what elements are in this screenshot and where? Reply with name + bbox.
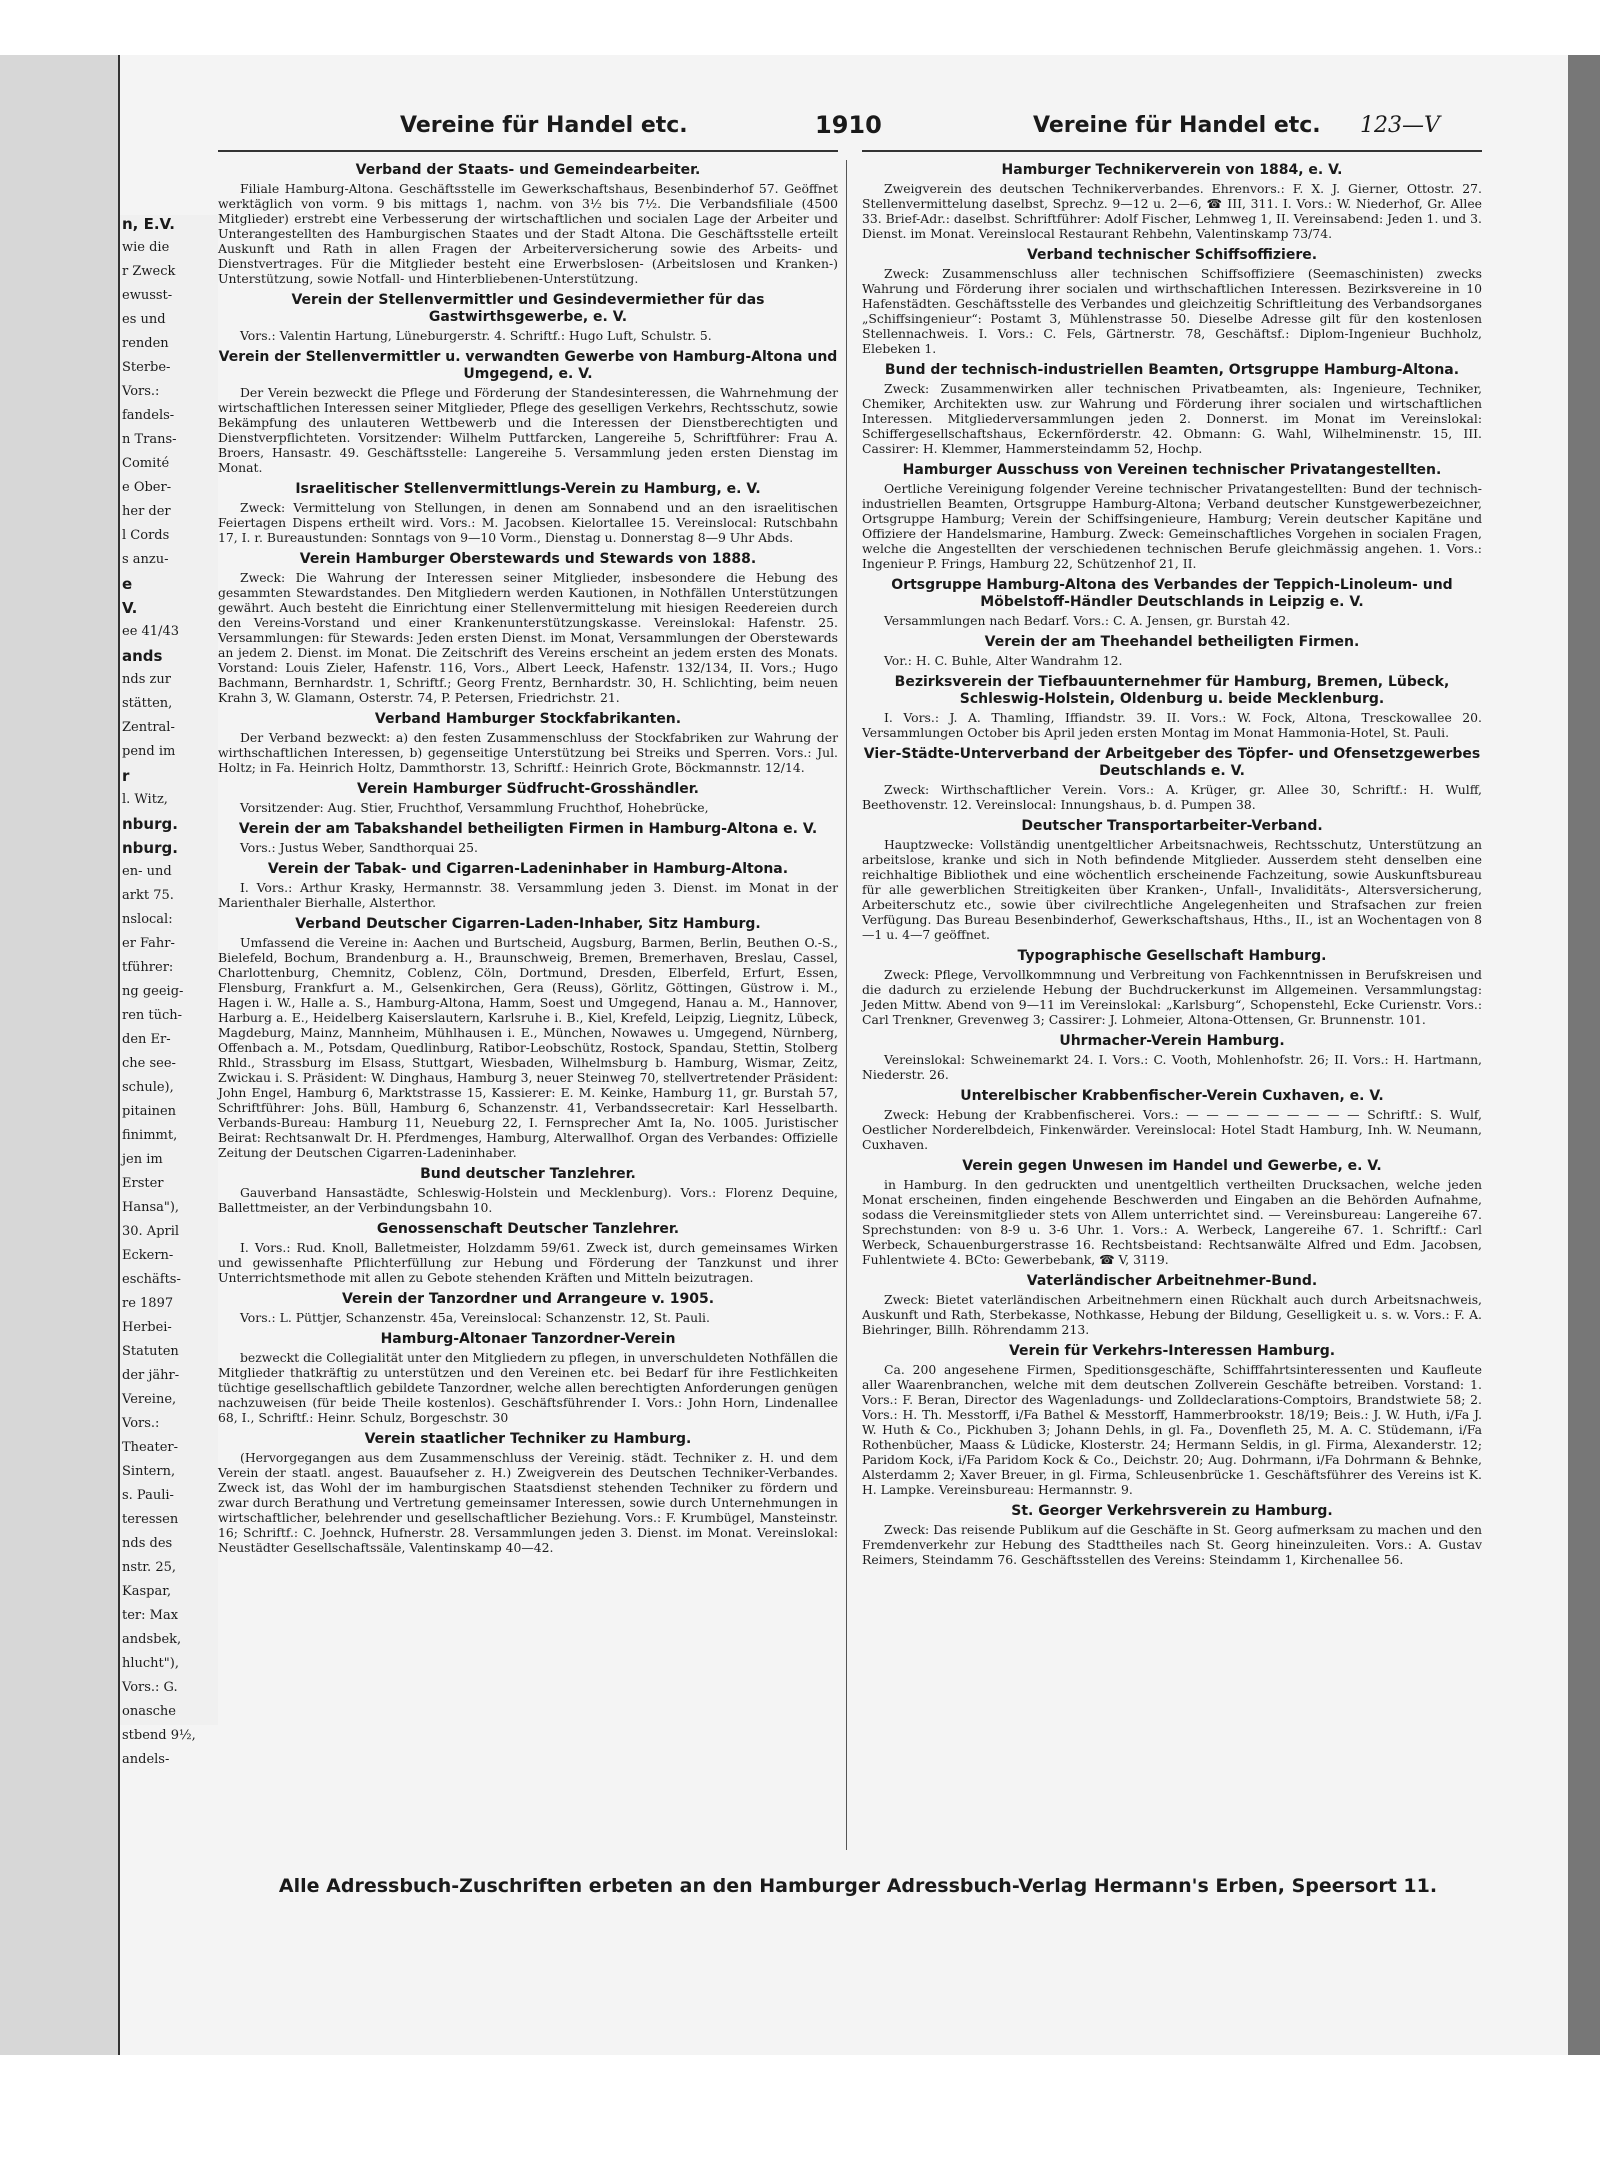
association-title: Verein der Stellenvermittler u. verwandten Gewerbe von Hamburg-Altona und Umgegend, e. V. (218, 349, 838, 382)
association-title: Verband der Staats- und Gemeindearbeiter. (355, 162, 701, 178)
margin-fragment: jen im (122, 1152, 163, 1167)
margin-fragment: eschäfts- (122, 1272, 181, 1287)
association-title: Verein der Tanzordner und Arrangeure v. 1905. (341, 1291, 715, 1307)
association-description: I. Vors.: J. A. Thamling, Iffiandstr. 39. II. Vors.: W. Fock, Altona, Tresckowallee 20. Versammlungen October bis April jeden ersten Montag im Monat Hammonia-Hotel, St. Pauli. (862, 710, 1482, 740)
margin-fragment: Vereine, (122, 1392, 177, 1407)
association-title: Verband Hamburger Stockfabrikanten. (374, 711, 682, 727)
footer-publisher-notice: Alle Adressbuch-Zuschriften erbeten an den Hamburger Adressbuch-Verlag Hermann's Erben, Speersort 11. (278, 1875, 1438, 1897)
margin-fragment: hlucht"), (122, 1656, 179, 1671)
margin-fragment: Vors.: (122, 384, 160, 399)
association-entry (862, 1088, 1482, 1152)
margin-fragment: onasche (122, 1704, 176, 1719)
margin-fragment: e (122, 575, 133, 593)
association-description: in Hamburg. In den gedruckten und unentgeltlich vertheilten Drucksachen, welche jeden Monat erscheinen, finden eingehende Beschwerden und Eingaben an die Behörden Aufnahme, sodass die Vereinsmitglieder stets von Allem unterrichtet sind. — Vereinsbureau: Langereihe 67. Sprechstunden: von 8-9 u. 3-6 Uhr. 1. Vors.: A. Werbeck, Langereihe 67. 1. Schriftf.: Carl Werbeck, Schauenburgerstrasse 16. Rechtsbeistand: Rechtsanwälte Alfred und Edm. Jacobsen, Fuhlentwiete 4. BCto: Gewerbebank, ☎ V, 3119. (862, 1177, 1482, 1267)
margin-fragment: s. Pauli- (122, 1488, 174, 1503)
association-description: Zweck: Pflege, Vervollkommnung und Verbreitung von Fachkenntnissen in Berufskreisen und die dadurch zu erzielende Hebung der Buchdruckerkunst im Allgemeinen. Versammlungstag: Jeden Mittw. Abend von 9—11 im Vereinslokal: „Karlsburg“, Schopenstehl, Ecke Curienstr. Vors.: Carl Trenkner, Grevenweg 3; Cassirer: J. Lohmeier, Altona-Ottensen, Gr. Brunnenstr. 101. (862, 967, 1482, 1027)
column-divider (846, 160, 847, 1850)
margin-fragment: ng geeig- (122, 984, 184, 999)
right-column (862, 162, 1482, 1852)
margin-fragment: finimmt, (122, 1128, 178, 1143)
margin-fragment: Herbei- (122, 1320, 172, 1335)
association-title: Verein gegen Unwesen im Handel und Gewerbe, e. V. (962, 1158, 1382, 1174)
association-description: Der Verein bezweckt die Pflege und Förderung der Standesinteressen, die Wahrnehmung der wirtschaftlichen Interessen seiner Mitglieder, Pflege des geselligen Verkehrs, Rechtsschutz, sowie Bekämpfung des unlauteren Wettbewerb und die Interessen der Dienstberechtigten und Dienstverpflichteten. Vorsitzender: Wilhelm Puttfarcken, Langereihe 5, Schriftführer: Frau A. Broers, Hansastr. 49. Geschäftsstelle: Langereihe 5. Versammlung jeden ersten Dienstag im Monat. (218, 385, 838, 475)
association-description: Zweck: Wirthschaftlicher Verein. Vors.: A. Krüger, gr. Allee 30, Schriftf.: H. Wulff, Beethovenstr. 12. Vereinslocal: Innungshaus, b. d. Pumpen 38. (862, 782, 1482, 812)
margin-fragment: re 1897 (122, 1296, 174, 1311)
margin-fragment: Kaspar, (122, 1584, 172, 1599)
margin-fragment: nslocal: (122, 912, 173, 927)
association-title: Uhrmacher-Verein Hamburg. (1059, 1033, 1285, 1049)
margin-fragment: Comité (122, 456, 170, 471)
association-title: St. Georger Verkehrsverein zu Hamburg. (1011, 1503, 1333, 1519)
association-title: Deutscher Transportarbeiter-Verband. (1021, 818, 1323, 834)
association-description: Vors.: Valentin Hartung, Lüneburgerstr. 4. Schriftf.: Hugo Luft, Schulstr. 5. (240, 328, 712, 343)
association-description: Zweck: Das reisende Publikum auf die Geschäfte in St. Georg aufmerksam zu machen und den Fremdenverkehr zur Hebung des Stadttheiles nach St. Georg hineinzuleiten. Vors.: A. Gustav Reimers, Steindamm 76. Geschäftsstellen des Vereins: Steindamm 1, Kirchenallee 56. (862, 1522, 1482, 1567)
association-entry (218, 481, 838, 545)
margin-fragment: es und (122, 312, 166, 327)
margin-fragment: Zentral- (122, 720, 175, 735)
margin-fragment: V. (122, 599, 138, 617)
margin-fragment: renden (122, 336, 169, 351)
association-description: Zweck: Die Wahrung der Interessen seiner Mitglieder, insbesondere die Hebung des gesammten Stewardstandes. Den Mitgliedern werden Kautionen, in Nothfällen Unterstützungen gewährt. Auch besteht die Einrichtung einer Stellenvermittelung mit hiesigen Reedereien durch den Vereins-Vorstand und einer Krankenunterstützungskasse. Vereinslokal: Hafenstr. 25. Versammlungen: für Stewards: Jeden ersten Dienst. im Monat, Versammlungen der Oberstewards an jedem 2. Dienst. im Monat. Die Zeitschrift des Vereins erscheint an jedem ersten des Monats. Vorstand: Louis Zieler, Hafenstr. 116, Vors., Albert Leeck, Hafenstr. 132/134, II. Vors.; Hugo Bachmann, Bernhardstr. 1, Schriftf.; Georg Frentz, Bernhardstr. 30, H. Schlichting, beim neuen Krahn 3, W. Glamann, Osterstr. 74, P. Petersen, Friedrichstr. 21. (218, 570, 838, 705)
association-description: Zweck: Zusammenwirken aller technischen Privatbeamten, als: Ingenieure, Techniker, Chemiker, Architekten usw. zur Wahrung und Förderung ihrer socialen und wirtschaftlichen Interessen. Mitgliederversammlungen jeden 2. Donnerst. im Monat im Vereinslokal: Schiffergesellschaftshaus, Eckernförderstr. 42. Obmann: G. Wahl, Wilhelminenstr. 15, III. Cassirer: H. Klemmer, Hammersteindamm 52, Hochp. (862, 381, 1482, 456)
association-description: Hauptzwecke: Vollständig unentgeltlicher Arbeitsnachweis, Rechtsschutz, Unterstützung an arbeitslose, kranke und sich in Noth befindende Mitglieder. Ausserdem steht denselben eine reichhaltige Bibliothek und eine wöchentlich erscheinende Fachzeitung, sowie Auskunftsbureau für alle gewerblichen Streitigkeiten über Kranken-, Unfall-, Invaliditäts-, Altersversicherung, Arbeiterschutz etc., sowie über civilrechtliche Angelegenheiten und Strafsachen zur freien Verfügung. Das Bureau Besenbinderhof, Gewerkschaftshaus, Hths., II., ist an Wochentagen von 8—1 u. 4—7 geöffnet. (862, 837, 1482, 942)
header-left-title: Vereine für Handel etc. (400, 112, 688, 138)
margin-fragment: Sintern, (122, 1464, 176, 1479)
association-title: Verein der am Theehandel betheiligten Firmen. (984, 634, 1360, 650)
association-description: (Hervorgegangen aus dem Zusammenschluss der Vereinig. städt. Techniker z. H. und dem Verein der staatl. angest. Bauaufseher z. H.) Zweigverein des Deutschen Techniker-Verbandes. Zweck ist, das Wohl der im hamburgischen Staatsdienst stehenden Techniker zu fördern und zwar durch Berathung und Vertretung gemeinsamer Interessen, sowie durch Unternehmungen in wirtschaftlicher, belehrender und gesellschaftlicher Beziehung. Vors.: F. Krumbügel, Mansteinstr. 16; Schriftf.: C. Joehnck, Hufnerstr. 28. Versammlungen jeden 3. Dienst. im Monat. Vereinslokal: Neustädter Gesellschaftssäle, Valentinskamp 40—42. (218, 1450, 838, 1555)
association-entry (862, 1503, 1482, 1567)
association-description: Zweck: Vermittelung von Stellungen, in denen am Sonnabend und an den israelitischen Feiertagen Dispens ertheilt wird. Vors.: M. Jacobsen. Kielortallee 15. Vereinslocal: Rutschbahn 17, I. r. Bureaustunden: Sonntags von 9—10 Vorm., Dienstag u. Donnerstag 8—9 Uhr Abds. (218, 500, 838, 545)
association-description: Der Verband bezweckt: a) den festen Zusammenschluss der Stockfabriken zur Wahrung der wirthschaftlichen Interessen, b) gegenseitige Unterstützung bei Streiks und Sperren. Vors.: Jul. Holtz; in Fa. Heinrich Holtz, Dammthorstr. 13, Schriftf.: Heinrich Grote, Böckmannstr. 12/14. (218, 730, 838, 775)
association-description: Filiale Hamburg-Altona. Geschäftsstelle im Gewerkschaftshaus, Besenbinderhof 57. Geöffnet werktäglich von vorm. 9 bis mittags 1, nachm. von 3½ bis 7½. Die Verbandsfiliale (4500 Mitglieder) erstrebt eine Verbesserung der wirtschaftlichen und socialen Lage der Arbeiter und Unterangestellten des Hamburgischen Staates und der Stadt Altona. Die Geschäftsstelle erteilt Auskunft und Rath in allen Fragen der Arbeiterversicherung sowie des Arbeits- und Dienstvertrages. Für die Mitglieder besteht eine Erwerbslosen- (Arbeitslosen und Kranken-) Unterstützung, sowie Notfall- und Hinterbliebenen-Unterstützung. (218, 181, 838, 286)
association-description: Vorsitzender: Aug. Stier, Fruchthof, Versammlung Fruchthof, Hohebrücke, (240, 800, 709, 815)
association-description: Zweigverein des deutschen Technikerverbandes. Ehrenvors.: F. X. J. Gierner, Ottostr. 27. Stellenvermittelung daselbst, Sprechz. 9—12 u. 2—6, ☎ III, 311. I. Vors.: W. Niederhof, Gr. Allee 33. Brief-Adr.: daselbst. Schriftführer: Adolf Fischer, Lehmweg 1, II. Vereinsabend: Jeden 1. und 3. Dienst. im Monat. Vereinslocal Restaurant Rehbehn, Valentinskamp 73/74. (862, 181, 1482, 241)
association-title: Verein staatlicher Techniker zu Hamburg. (364, 1431, 692, 1447)
margin-fragment: che see- (122, 1056, 176, 1071)
margin-fragment: Erster (122, 1176, 164, 1191)
association-description: Gauverband Hansastädte, Schleswig-Holstein und Mecklenburg). Vors.: Florenz Dequine, Ballettmeister, an der Verbindungsbahn 10. (218, 1185, 838, 1215)
margin-fragment: e Ober- (122, 480, 172, 495)
association-title: Vier-Städte-Unterverband der Arbeitgeber des Töpfer- und Ofensetzgewerbes Deutschlands e. V. (863, 746, 1481, 779)
association-description: Zweck: Bietet vaterländischen Arbeitnehmern einen Rückhalt auch durch Arbeitsnachweis, Auskunft und Rath, Sterbekasse, Nothkasse, Hebung der Bildung, Geselligkeit u. s. w. Vors.: F. A. Biehringer, Billh. Röhrendamm 213. (862, 1292, 1482, 1337)
margin-fragment: nds des (122, 1536, 173, 1551)
previous-page-margin (120, 215, 218, 1767)
association-title: Verein der Stellenvermittler und Gesindevermiether für das Gastwirthsgewerbe, e. V. (291, 292, 765, 325)
margin-fragment: ter: Max (122, 1608, 179, 1623)
association-entry (218, 1291, 838, 1325)
margin-fragment: l Cords (122, 528, 170, 543)
margin-fragment: er Fahr- (122, 936, 175, 951)
association-entry (862, 948, 1482, 1027)
association-description: I. Vors.: Rud. Knoll, Balletmeister, Holzdamm 59/61. Zweck ist, durch gemeinsames Wirken und gewissenhafte Pflichterfüllung zur Hebung und Förderung der Tanzkunst und ihrer Unterrichtsmethode mit allen zu Gebote stehenden Kräften und Mitteln beizutragen. (218, 1240, 838, 1285)
association-title: Verein der am Tabakshandel betheiligten Firmen in Hamburg-Altona e. V. (238, 821, 818, 837)
association-description: Vors.: Justus Weber, Sandthorquai 25. (240, 840, 478, 855)
page-number: 123—V (1360, 112, 1440, 138)
association-entry (862, 247, 1482, 356)
margin-fragment: n Trans- (122, 432, 177, 447)
association-description: Ca. 200 angesehene Firmen, Speditionsgeschäfte, Schifffahrtsinteressenten und Kaufleute aller Waarenbranchen, welche mit dem deutschen Zollverein Geschäfte betreiben. Vorstand: 1. Vors.: F. Beran, Director des Wagenladungs- und Zolldeclarations-Comptoirs, Brandstwiete 58; 2. Vors.: H. Th. Messtorff, i/Fa Bathel & Messtorff, Hammerbrookstr. 18/19; Beis.: J. W. Huth, i/Fa J. W. Huth & Co., Pickhuben 3; Johann Dehls, in gl. Fa., Dovenfleth 25, M. A. C. Stüdemann, i/Fa Rothenbücher, Maass & Lüdicke, Klosterstr. 24; Hermann Seldis, in gl. Firma, Alexanderstr. 12; Paridom Kock, i/Fa Paridom Kock & Co., Deichstr. 20; Aug. Dohrmann, i/Fa Dohrmann & Behnke, Alsterdamm 2; Xaver Breuer, in gl. Firma, Schleusenbrücke 1. Geschäftsführer des Vereins ist K. H. Lampke. Vereinsbureau: Hermannstr. 9. (862, 1362, 1482, 1497)
association-entry (218, 1431, 838, 1555)
header-year: 1910 (815, 111, 882, 139)
margin-fragment: Sterbe- (122, 360, 171, 375)
margin-fragment: den Er- (122, 1032, 171, 1047)
margin-fragment: andsbek, (122, 1632, 182, 1647)
association-title: Hamburger Technikerverein von 1884, e. V. (1001, 162, 1343, 178)
association-entry (218, 551, 838, 705)
association-entry (218, 821, 838, 855)
association-description: I. Vors.: Arthur Krasky, Hermannstr. 38. Versammlung jeden 3. Dienst. im Monat in der Marienthaler Bierhalle, Alsterthor. (218, 880, 838, 910)
association-title: Verein der Tabak- und Cigarren-Ladeninhaber in Hamburg-Altona. (267, 861, 789, 877)
association-entry (218, 162, 838, 286)
association-entry (862, 462, 1482, 571)
margin-fragment: schule), (122, 1080, 174, 1095)
margin-fragment: Vors.: G. (122, 1680, 178, 1695)
association-title: Unterelbischer Krabbenfischer-Verein Cuxhaven, e. V. (960, 1088, 1384, 1104)
header-rule-left (218, 150, 838, 152)
background-left (0, 55, 120, 2055)
association-entry (862, 362, 1482, 456)
association-title: Verein Hamburger Südfrucht-Grosshändler. (357, 781, 699, 797)
margin-fragment: tführer: (122, 960, 174, 975)
association-title: Verband Deutscher Cigarren-Laden-Inhaber, Sitz Hamburg. (295, 916, 761, 932)
association-description: Versammlungen nach Bedarf. Vors.: C. A. Jensen, gr. Burstah 42. (884, 613, 1291, 628)
association-entry (218, 1331, 838, 1425)
margin-fragment: Statuten (122, 1344, 179, 1359)
margin-fragment: s anzu- (122, 552, 169, 567)
margin-fragment: r Zweck (122, 264, 176, 279)
margin-fragment: stätten, (122, 696, 173, 711)
margin-fragment: Vors.: (122, 1416, 160, 1431)
margin-fragment: andels- (122, 1752, 170, 1767)
association-description: Oertliche Vereinigung folgender Vereine technischer Privatangestellten: Bund der technisch-industriellen Beamten, Ortsgruppe Hamburg-Altona; Verband deutscher Kunstgewerbezeichner, Ortsgruppe Hamburg; Verein der Schiffsingenieure, Hamburg; Verein deutscher Kapitäne und Offiziere der Handelsmarine, Hamburg. Zweck: Gemeinschaftliches Vorgehen in socialen Fragen, welche die Angestellten der verschiedenen technischen Berufe gleichmässig angehen. 1. Vors.: Ingenieur P. Frings, Hamburg 22, Schützenhof 21, II. (862, 481, 1482, 571)
margin-fragment: n, E.V. (122, 215, 175, 233)
header-rule-right (862, 150, 1482, 152)
association-entry (862, 818, 1482, 942)
association-title: Genossenschaft Deutscher Tanzlehrer. (376, 1221, 680, 1237)
association-entry (862, 674, 1482, 740)
association-title: Israelitischer Stellenvermittlungs-Verein zu Hamburg, e. V. (295, 481, 761, 497)
association-entry (218, 781, 838, 815)
margin-fragment: Theater- (122, 1440, 179, 1455)
association-description: Zweck: Hebung der Krabbenfischerei. Vors.: — — — — — — — — — Schriftf.: S. Wulf, Oestlicher Norderelbdeich, Finkenwärder. Vereinslocal: Hotel Stadt Hamburg, Inh. W. Neumann, Cuxhaven. (862, 1107, 1482, 1152)
margin-fragment: wie die (122, 240, 170, 255)
margin-fragment: teressen (122, 1512, 179, 1527)
margin-fragment: stbend 9½, (122, 1728, 196, 1743)
association-entry (862, 746, 1482, 812)
association-title: Hamburg-Altonaer Tanzordner-Verein (380, 1331, 676, 1347)
association-entry (862, 1158, 1482, 1267)
association-entry (218, 711, 838, 775)
margin-fragment: nburg. (122, 839, 178, 857)
association-description: Zweck: Zusammenschluss aller technischen Schiffsoffiziere (Seemaschinisten) zwecks Wahrung und Förderung ihrer socialen und wirthschaftlichen Interessen. Bezirksvereine in 10 Hafenstädten. Geschäftsstelle des Verbandes und gleichzeitig Schriftleitung des Verbandsorganes „Schiffsingenieur“: Postamt 3, Mühlenstrasse 50. Dieselbe Adresse gilt für den kostenlosen Stellennachweis. I. Vors.: C. Fels, Gärtnerstr. 78, Geschäftsf.: Diplom-Ingenieur Buchholz, Elebeken 1. (862, 266, 1482, 356)
association-entry (218, 861, 838, 910)
association-entry (862, 1273, 1482, 1337)
margin-fragment: arkt 75. (122, 888, 174, 903)
association-entry (218, 349, 838, 475)
margin-fragment: pitainen (122, 1104, 177, 1119)
association-title: Hamburger Ausschuss von Vereinen technischer Privatangestellten. (902, 462, 1442, 478)
margin-fragment: ands (122, 647, 163, 665)
association-entry (218, 916, 838, 1160)
association-entry (218, 292, 838, 343)
margin-fragment: fandels- (122, 408, 175, 423)
left-column (218, 162, 838, 1852)
association-description: Vereinslokal: Schweinemarkt 24. I. Vors.: C. Vooth, Mohlenhofstr. 26; II. Vors.: H. Hartmann, Niederstr. 26. (862, 1052, 1482, 1082)
margin-fragment: pend im (122, 744, 176, 759)
margin-fragment: r (122, 767, 130, 785)
association-title: Verein Hamburger Oberstewards und Stewards von 1888. (299, 551, 757, 567)
margin-fragment: ewusst- (122, 288, 173, 303)
association-title: Bund deutscher Tanzlehrer. (420, 1166, 636, 1182)
margin-fragment: her der (122, 504, 171, 519)
margin-fragment: en- und (122, 864, 172, 879)
margin-fragment: 30. April (122, 1224, 180, 1239)
association-entry (862, 634, 1482, 668)
margin-fragment: ren tüch- (122, 1008, 183, 1023)
margin-fragment: l. Witz, (122, 792, 168, 807)
association-description: Vor.: H. C. Buhle, Alter Wandrahm 12. (884, 653, 1123, 668)
association-title: Verein für Verkehrs-Interessen Hamburg. (1008, 1343, 1336, 1359)
association-entry (218, 1166, 838, 1215)
association-entry (218, 1221, 838, 1285)
margin-fragment: Eckern- (122, 1248, 174, 1263)
association-entry (862, 1343, 1482, 1497)
association-title: Ortsgruppe Hamburg-Altona des Verbandes der Teppich-Linoleum- und Möbelstoff-Händler Deutschlands in Leipzig e. V. (891, 577, 1453, 610)
association-description: Vors.: L. Püttjer, Schanzenstr. 45a, Vereinslocal: Schanzenstr. 12, St. Pauli. (240, 1310, 710, 1325)
margin-fragment: der jähr- (122, 1368, 180, 1383)
association-title: Typographische Gesellschaft Hamburg. (1017, 948, 1327, 964)
margin-fragment: nstr. 25, (122, 1560, 176, 1575)
association-entry (862, 162, 1482, 241)
margin-fragment: nds zur (122, 672, 171, 687)
margin-fragment: ee 41/43 (122, 624, 179, 639)
header-right-title: Vereine für Handel etc. (1033, 112, 1321, 138)
association-entry (862, 1033, 1482, 1082)
margin-fragment: Hansa"), (122, 1200, 180, 1215)
association-title: Bund der technisch-industriellen Beamten, Ortsgruppe Hamburg-Altona. (884, 362, 1460, 378)
association-title: Vaterländischer Arbeitnehmer-Bund. (1026, 1273, 1318, 1289)
association-title: Bezirksverein der Tiefbauunternehmer für Hamburg, Bremen, Lübeck, Schleswig-Holstein, Oldenburg u. beide Mecklenburg. (894, 674, 1450, 707)
association-description: Umfassend die Vereine in: Aachen und Burtscheid, Augsburg, Barmen, Berlin, Beuthen O.-S., Bielefeld, Bochum, Brandenburg a. H., Braunschweig, Bremen, Bremerhaven, Breslau, Cassel, Charlottenburg, Chemnitz, Coblenz, Cöln, Dortmund, Dresden, Elberfeld, Erfurt, Essen, Flensburg, Frankfurt a. M., Gelsenkirchen, Gera (Reuss), Görlitz, Göttingen, Güstrow i. M., Hagen i. W., Halle a. S., Hamburg-Altona, Hamm, Soest und Umgegend, Hanau a. M., Hannover, Harburg a. E., Heidelberg Kaiserslautern, Karlsruhe i. B., Kiel, Krefeld, Leipzig, Liegnitz, Lübeck, Magdeburg, Mainz, Mannheim, Mühlhausen i. E., München, Nowawes u. Umgegend, Nürnberg, Offenbach a. M., Potsdam, Quedlinburg, Ratibor-Leobschütz, Rostock, Spandau, Stettin, Stolberg Rhld., Strassburg im Elsass, Stuttgart, Wiesbaden, Wilhelmsburg b. Hamburg, Wismar, Zeitz, Zwickau i. S. Präsident: W. Dinghaus, Hamburg 3, neuer Steinweg 70, stellvertretender Präsident: John Engel, Hamburg 6, Marktstrasse 15, Kassierer: E. M. Keinke, Hamburg 11, gr. Burstah 57, Schriftführer: Johs. Büll, Hamburg 6, Schanzenstr. 41, Verbandssecretair: Karl Hesselbarth. Verbands-Bureau: Hamburg 11, Neueburg 22, I. Fernsprecher Amt Ia, No. 1005. Juristischer Beirat: Rechtsanwalt Dr. H. Pferdmenges, Hamburg, Alterwallhof. Organ des Verbandes: Offizielle Zeitung der Deutschen Cigarren-Ladeninhaber. (218, 935, 838, 1160)
association-title: Verband technischer Schiffsoffiziere. (1026, 247, 1318, 263)
association-description: bezweckt die Collegialität unter den Mitgliedern zu pflegen, in unverschuldeten Nothfällen die Mitglieder thatkräftig zu unterstützen und den Vereinen etc. bei Bedarf für ihre Festlichkeiten tüchtige gesellschaftlich gebildete Tanzordner, welche allen berechtigten Anforderungen genügen nachzuweisen (für beide Theile kostenlos). Geschäftsführender I. Vors.: John Horn, Lindenallee 68, I., Schriftf.: Heinr. Schulz, Borgeschstr. 30 (218, 1350, 838, 1425)
margin-fragment: nburg. (122, 815, 178, 833)
association-entry (862, 577, 1482, 628)
